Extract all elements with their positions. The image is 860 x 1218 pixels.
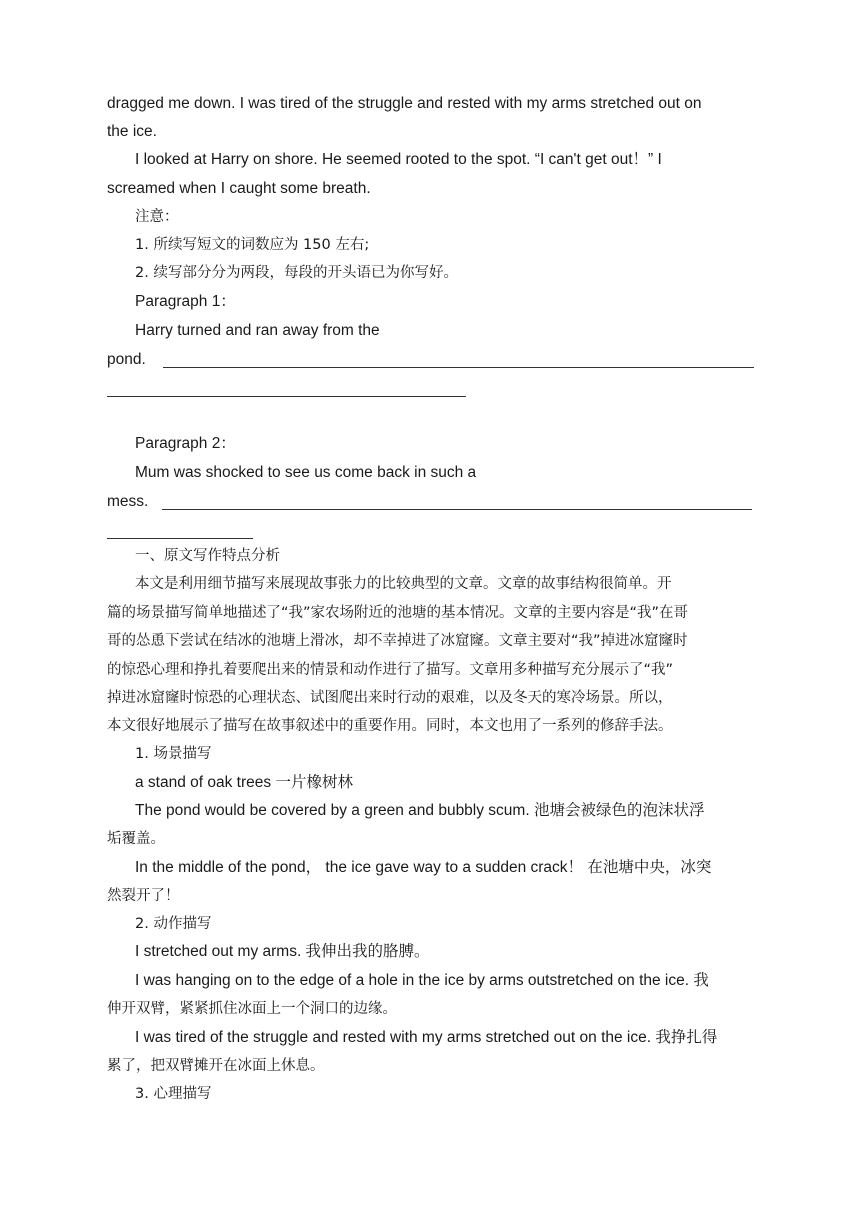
writing-line [107,538,253,539]
notes-item: 2. 续写部分分为两段，每段的开头语已为你写好。 [135,265,458,281]
example-line: I was tired of the struggle and rested with my arms stretched out on the ice. 我挣扎得 [135,1029,718,1046]
analysis-text: 的惊恐心理和挣扎着要爬出来的情景和动作进行了描写。文章用多种描写充分展示了“我” [107,662,674,678]
passage-line: dragged me down. I was tired of the struggle and rested with my arms stretched out on [107,95,702,112]
writing-line [162,509,752,510]
writing-line [163,367,754,368]
paragraph1-opening-end: pond. [107,351,146,368]
paragraph2-opening-end: mess. [107,493,149,510]
example-line: I was hanging on to the edge of a hole in the ice by arms outstretched on the ice. 我 [135,972,709,989]
example-line: 伸开双臂，紧紧抓住冰面上一个洞口的边缘。 [107,1001,397,1017]
example-line: 垢覆盖。 [107,831,165,847]
analysis-text: 哥的怂恿下尝试在结冰的池塘上滑冰，却不幸掉进了冰窟窿。文章主要对“我”掉进冰窟窿时 [107,633,688,649]
section-title: 1. 场景描写 [135,746,212,762]
section-title: 3. 心理描写 [135,1086,212,1102]
analysis-text: 篇的场景描写简单地描述了“我”家农场附近的池塘的基本情况。文章的主要内容是“我”在哥 [107,605,689,621]
analysis-text: 本文是利用细节描写来展现故事张力的比较典型的文章。文章的故事结构很简单。开 [135,576,672,592]
example-line: a stand of oak trees 一片橡树林 [135,774,353,791]
analysis-heading: 一、原文写作特点分析 [135,548,280,564]
notes-item: 1. 所续写短文的词数应为 150 左右; [135,237,370,253]
example-line: 然裂开了！ [107,888,180,904]
example-line: 累了，把双臂摊开在冰面上休息。 [107,1058,325,1074]
passage-line: I looked at Harry on shore. He seemed rooted to the spot. “I can't get out！” I [135,151,662,168]
example-line: In the middle of the pond， the ice gave way to a sudden crack！ 在池塘中央，冰突 [135,859,712,876]
section-title: 2. 动作描写 [135,916,212,932]
paragraph2-opening: Mum was shocked to see us come back in such a [135,464,477,481]
paragraph1-opening: Harry turned and ran away from the [135,322,380,339]
paragraph2-label: Paragraph 2： [135,435,236,452]
passage-line: the ice. [107,123,157,140]
notes-heading: 注意： [135,209,179,225]
analysis-text: 本文很好地展示了描写在故事叙述中的重要作用。同时，本文也用了一系列的修辞手法。 [107,718,673,734]
example-line: I stretched out my arms. 我伸出我的胳膊。 [135,943,430,960]
analysis-text: 掉进冰窟窿时惊恐的心理状态、试图爬出来时行动的艰难，以及冬天的寒冷场景。所以， [107,690,673,706]
writing-line [107,396,466,397]
example-line: The pond would be covered by a green and bubbly scum. 池塘会被绿色的泡沫状浮 [135,802,705,819]
passage-line: screamed when I caught some breath. [107,180,371,197]
paragraph1-label: Paragraph 1： [135,293,236,310]
